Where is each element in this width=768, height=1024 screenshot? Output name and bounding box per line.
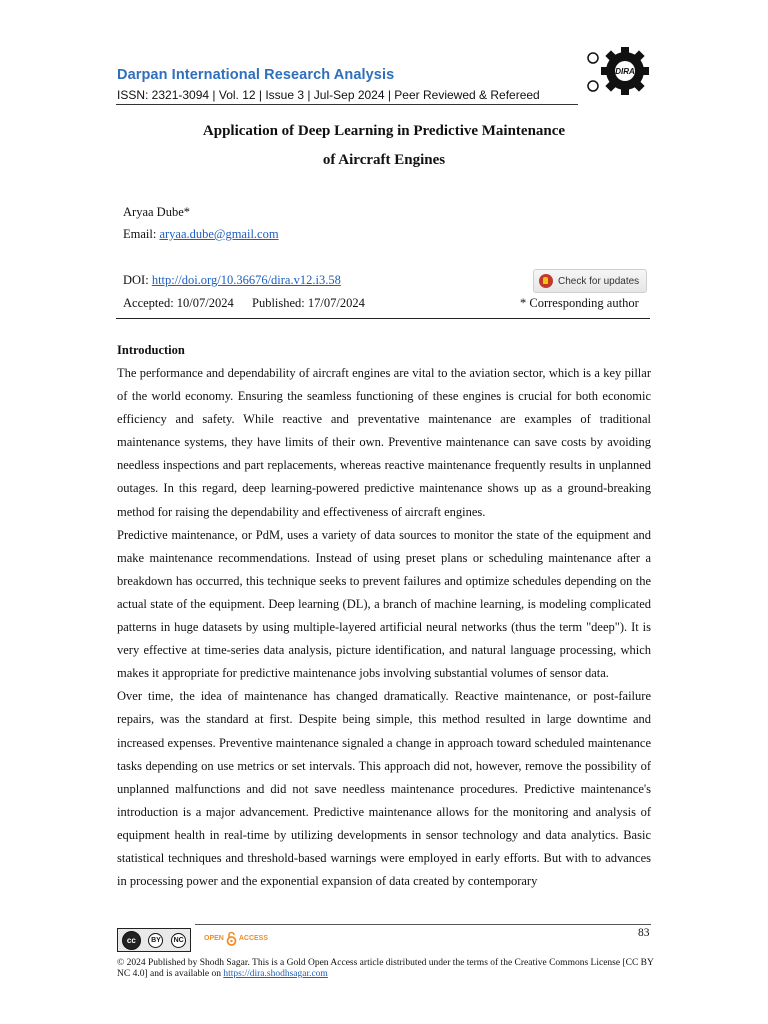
issn-line: ISSN: 2321-3094 | Vol. 12 | Issue 3 | Jul-Sep 2024 | Peer Reviewed & Refereed	[117, 88, 540, 102]
accepted-date: Accepted: 10/07/2024	[123, 296, 234, 310]
corresponding-author-note: * Corresponding author	[520, 296, 639, 310]
section-heading: Introduction	[117, 343, 185, 357]
copyright-text: © 2024 Published by Shodh Sagar. This is a Gold Open Access article distributed under the terms of the Creative Commons License [CC BY NC 4.0] and is available on	[117, 958, 654, 979]
open-access-open-label: OPEN	[204, 935, 224, 942]
email-label: Email:	[123, 227, 160, 241]
by-icon: BY	[148, 933, 163, 948]
doi-row	[123, 273, 341, 288]
email-link[interactable]: aryaa.dube@gmail.com	[159, 227, 279, 241]
paragraph: Over time, the idea of maintenance has changed dramatically. Reactive maintenance, or post-failure repairs, was the standard at first. Despite being simple, this method resulted in large downtime and increased expenses. Preventive maintenance signaled a change in approach toward scheduled maintenance tasks depending on use metrics or set intervals. This approach did not, however, remove the possibility of unplanned malfunctions and did not save needless maintenance procedures. Predictive maintenance's introduction is a major advancement. Predictive maintenance allows for the monitoring and analysis of equipment health in real-time by utilizing developments in sensor technology and data analytics. Basic statistical techniques and threshold-based warnings were employed in early efforts. But with to advances in processing power and the exponential expansion of data created by contemporary	[117, 689, 651, 889]
paragraph: Predictive maintenance, or PdM, uses a variety of data sources to monitor the state of the equipment and make maintenance recommendations. Instead of using preset plans or scheduling maintenance after a breakdown has occurred, this technique seeks to prevent failures and optimize schedules depending on the actual state of the equipment. Deep learning (DL), a branch of machine learning, is modeling complicated patterns in huge datasets by using multiple-layered artificial neural networks (thus the term "deep"). It is very effective at time-series data analysis, picture identification, and natural language processing, which makes it appropriate for predictive maintenance jobs involving substantial volumes of sensor data.	[117, 527, 651, 681]
article-title-line2: of Aircraft Engines	[322, 152, 446, 168]
copyright-notice	[117, 958, 657, 980]
page-number: 83	[638, 927, 650, 939]
published-date: Published: 17/07/2024	[252, 296, 365, 310]
footer-divider	[195, 924, 651, 925]
paragraph: The performance and dependability of aircraft engines are vital to the aviation sector, which is a key pillar of the world economy. Ensuring the seamless functioning of these engines is crucial for both economic efficiency and safety. While reactive and preventative maintenance are examples of traditional maintenance systems, they have limits of their own. Preventive maintenance can save costs by avoiding needless inspections and part replacements, whereas reactive maintenance frequently results in unplanned outages. In this regard, deep learning-powered predictive maintenance shows up as a ground-breaking method for raising the dependability and effectiveness of aircraft engines.	[117, 366, 651, 519]
journal-name: Darpan International Research Analysis	[117, 67, 395, 83]
check-for-updates-button[interactable]	[533, 269, 647, 293]
doi-label: DOI:	[123, 273, 152, 287]
article-title-line1: Application of Deep Learning in Predictive Maintenance	[202, 123, 566, 139]
open-lock-icon	[226, 931, 237, 946]
open-access-access-label: ACCESS	[238, 935, 269, 942]
nc-icon: NC	[171, 933, 186, 948]
check-updates-label: Check for updates	[558, 275, 640, 287]
author-email-row	[123, 227, 279, 242]
article-body	[117, 362, 651, 893]
journal-website-link[interactable]: https://dira.shodhsagar.com	[223, 969, 328, 979]
author-name: Aryaa Dube*	[123, 205, 190, 219]
cc-license-badge[interactable]	[117, 928, 191, 952]
dira-logo	[583, 40, 653, 102]
doi-link[interactable]: http://doi.org/10.36676/dira.v12.i3.58	[151, 273, 341, 287]
open-access-logo	[204, 931, 268, 946]
cc-icon: cc	[122, 931, 141, 950]
meta-divider	[116, 318, 650, 319]
header-divider	[116, 104, 578, 105]
crossmark-icon	[539, 274, 553, 288]
logo-text: DIRA	[615, 67, 635, 76]
